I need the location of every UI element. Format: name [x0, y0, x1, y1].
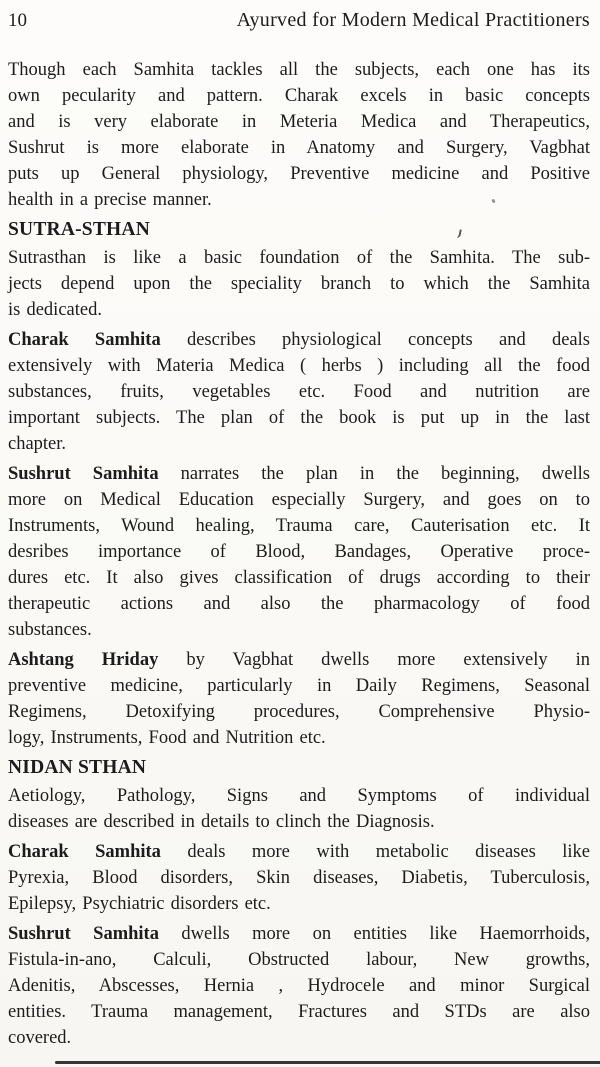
text-line: desribes importance of Blood, Bandages, Operative proce- [8, 542, 590, 562]
scan-edge-line [55, 1061, 600, 1064]
running-header [8, 8, 590, 33]
text-line: own pecularity and pattern. Charak excels in basic concepts [8, 86, 590, 106]
text-line: Fistula-in-ano, Calculi, Obstructed labour, New growths, [8, 950, 590, 970]
text-line: health in a precise manner. [8, 190, 212, 210]
text-line: Charak Samhita deals more with metabolic diseases like [8, 842, 590, 862]
text-line: extensively with Materia Medica ( herbs ) including all the food [8, 356, 590, 376]
paragraph [8, 327, 590, 457]
text-line: dures etc. It also gives classification of drugs according to their [8, 568, 590, 588]
text-line: is dedicated. [8, 300, 102, 320]
text-line: Sutrasthan is like a basic foundation of the Samhita. The sub- [8, 248, 590, 268]
text-line: Sushrut Samhita dwells more on entities like Haemorrhoids, [8, 924, 590, 944]
bold-lead: Sushrut Samhita [8, 924, 159, 944]
paragraph [8, 245, 590, 323]
paragraph [8, 839, 590, 917]
paragraph [8, 461, 590, 643]
text-line: Regimens, Detoxifying procedures, Comprehensive Physio- [8, 702, 590, 722]
text-line: Sushrut Samhita narrates the plan in the beginning, dwells [8, 464, 591, 484]
bold-lead: Charak Samhita [8, 330, 161, 350]
text-line: entities. Trauma management, Fractures and STDs are also [8, 1002, 590, 1022]
text-line: jects depend upon the speciality branch to which the Samhita [8, 274, 590, 294]
book-title: Ayurved for Modern Medical Practitioners [236, 9, 590, 31]
text-line: puts up General physiology, Preventive medicine and Positive [8, 164, 590, 184]
text-line: more on Medical Education especially Surgery, and goes on to [8, 490, 590, 510]
bold-lead: Charak Samhita [8, 842, 161, 862]
text-line: substances. [8, 620, 92, 640]
text-line: diseases are described in details to clinch the Diagnosis. [8, 812, 435, 832]
bold-lead: Ashtang Hriday [8, 650, 159, 670]
bold-lead: Sushrut Samhita [8, 464, 159, 484]
text-line: chapter. [8, 434, 67, 454]
text-line: logy, Instruments, Food and Nutrition etc. [8, 728, 326, 748]
page-number: 10 [8, 10, 27, 31]
text-line: Sushrut is more elaborate in Anatomy and Surgery, Vagbhat [8, 138, 590, 158]
text-line: Charak Samhita describes physiological concepts and deals [8, 330, 590, 350]
section-heading: SUTRA-STHAN [8, 219, 150, 240]
text-line: and is very elaborate in Meteria Medica and Therapeutics, [8, 112, 590, 132]
text-line: Aetiology, Pathology, Signs and Symptoms of individual [8, 786, 590, 806]
text-line: Instruments, Wound healing, Trauma care, Cauterisation etc. It [8, 516, 590, 536]
text-line: substances, fruits, vegetables etc. Food and nutrition are [8, 382, 590, 402]
text-line: Though each Samhita tackles all the subjects, each one has its [8, 60, 590, 80]
paragraph [8, 783, 590, 835]
page-content [8, 57, 590, 1051]
text-line: preventive medicine, particularly in Daily Regimens, Seasonal [8, 676, 590, 696]
paragraph [8, 57, 590, 213]
paragraph [8, 921, 590, 1051]
text-line: covered. [8, 1028, 72, 1048]
text-line: therapeutic actions and also the pharmacology of food [8, 594, 590, 614]
paragraph [8, 647, 590, 751]
text-line: Epilepsy, Psychiatric disorders etc. [8, 894, 271, 914]
text-line: Ashtang Hriday by Vagbhat dwells more extensively in [8, 650, 591, 670]
text-line: important subjects. The plan of the book is put up in the last [8, 408, 590, 428]
text-line: Pyrexia, Blood disorders, Skin diseases, Diabetis, Tuberculosis, [8, 868, 590, 888]
section-heading: NIDAN STHAN [8, 757, 147, 778]
text-line: Adenitis, Abscesses, Hernia , Hydrocele and minor Surgical [8, 976, 590, 996]
